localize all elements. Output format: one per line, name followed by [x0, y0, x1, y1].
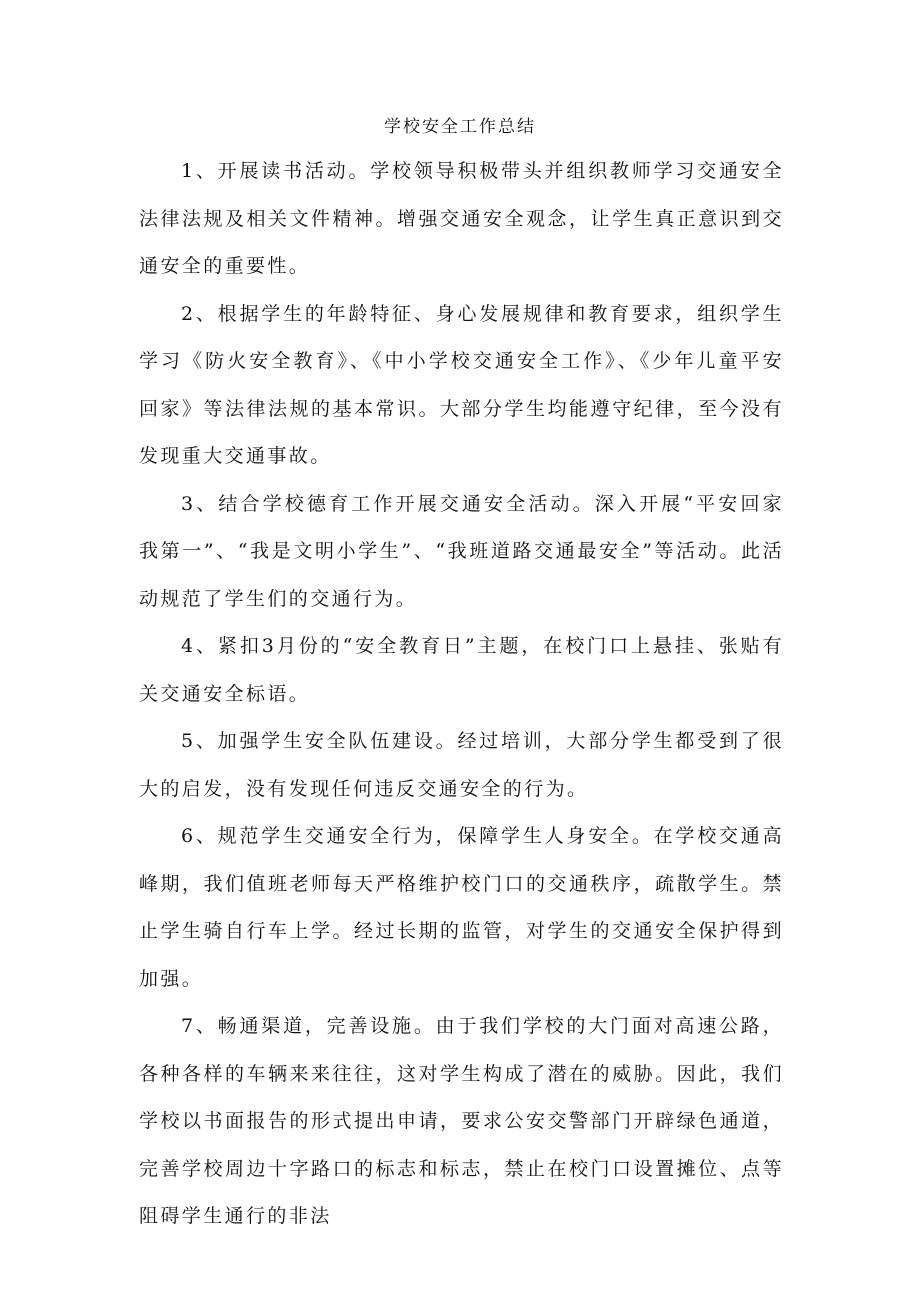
- paragraph-7: 7、畅通渠道，完善设施。由于我们学校的大门面对高速公路，各种各样的车辆来来往往，这对学生构成了潜在的威胁。因此，我们学校以书面报告的形式提出申请，要求公安交警部门开辟绿色通道，完善学校周边十字路口的标志和标志，禁止在校门口设置摊位、点等阻碍学生通行的非法: [139, 1015, 784, 1227]
- document-body: [139, 148, 784, 1241]
- paragraph-1: 1、开展读书活动。学校领导积极带头并组织教师学习交通安全法律法规及相关文件精神。增强交通安全观念，让学生真正意识到交通安全的重要性。: [139, 160, 784, 277]
- paragraph-3: 3、结合学校德育工作开展交通安全活动。深入开展“平安回家我第一”、“我是文明小学生”、“我班道路交通最安全”等活动。此活动规范了学生们的交通行为。: [139, 492, 784, 610]
- paragraph-4: 4、紧扣3月份的“安全教育日”主题，在校门口上悬挂、张贴有关交通安全标语。: [139, 635, 784, 705]
- document-title: 学校安全工作总结: [384, 117, 536, 137]
- paragraph-2: 2、根据学生的年龄特征、身心发展规律和教育要求，组织学生学习《防火安全教育》、《中小学校交通安全工作》、《少年儿童平安回家》等法律法规的基本常识。大部分学生均能遵守纪律，至今没有发现重大交通事故。: [139, 302, 784, 467]
- paragraph-5: 5、加强学生安全队伍建设。经过培训，大部分学生都受到了很大的启发，没有发现任何违反交通安全的行为。: [139, 730, 784, 800]
- paragraph-6: 6、规范学生交通安全行为，保障学生人身安全。在学校交通高峰期，我们值班老师每天严格维护校门口的交通秩序，疏散学生。禁止学生骑自行车上学。经过长期的监管，对学生的交通安全保护得到加强。: [139, 825, 784, 990]
